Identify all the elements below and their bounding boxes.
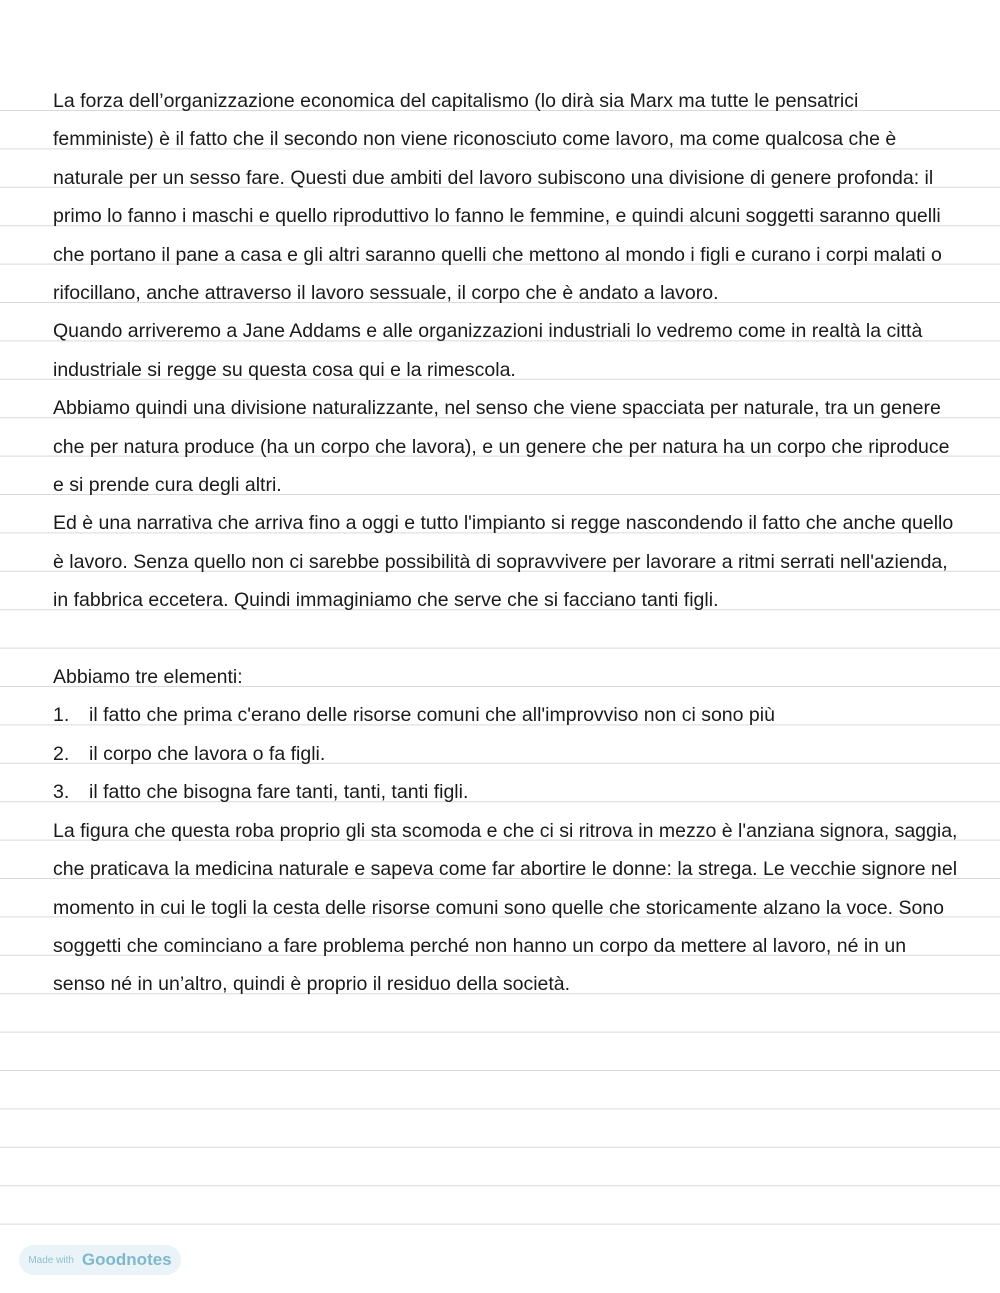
paragraph-1: La forza dell’organizzazione economica del capitalismo (lo dirà sia Marx ma tutte le pensatrici femministe) è il fatto che il secondo non viene riconosciuto come lavoro, ma come qualcosa che è naturale per un sesso fare. Questi due ambiti del lavoro subiscono una divisione di genere profonda: il primo lo fanno i maschi e quello riproduttivo lo fanno le femmine, e quindi alcuni soggetti saranno quelli che portano il pane a casa e gli altri saranno quelli che mettono al mondo i figli e curano i corpi malati o rifocillano, anche attraverso il lavoro sessuale, il corpo che è andato a lavoro. [53,90,942,305]
list-intro: Abbiamo tre elementi: [53,666,243,689]
list-item [53,735,958,773]
badge-made-with-label: Made with [28,1254,74,1266]
list-number: 1. [53,704,70,727]
list-number: 3. [53,781,70,804]
paragraph-2: Quando arriveremo a Jane Addams e alle organizzazioni industriali lo vedremo come in realtà la città industriale si regge su questa cosa qui e la rimescola. [53,320,923,381]
list-text: il fatto che prima c'erano delle risorse comuni che all'improvviso non ci sono più [89,704,775,727]
list-number: 2. [53,742,70,765]
note-body [53,82,958,1004]
goodnotes-logo: Goodnotes [81,1250,172,1269]
closing-paragraph: La figura che questa roba proprio gli sta scomoda e che ci si ritrova in mezzo è l'anziana signora, saggia, che praticava la medicina naturale e sapeva come far abortire le donne: la strega. Le vecchie signore nel momento in cui le togli la cesta delle risorse comuni sono quelle che storicamente alzano la voce. Sono soggetti che cominciano a fare problema perché non hanno un corpo da mettere al lavoro, né in un senso né in un’altro, quindi è proprio il residuo della società. [53,819,958,996]
list-item [53,773,958,811]
list-text: il corpo che lavora o fa figli. [89,742,326,765]
list-text: il fatto che bisogna fare tanti, tanti, tanti figli. [89,781,469,804]
paragraph-3: Abbiamo quindi una divisione naturalizzante, nel senso che viene spacciata per naturale, tra un genere che per natura produce (ha un corpo che lavora), e un genere che per natura ha un corpo che riproduce e si prende cura degli altri. [53,397,950,497]
paragraph-4: Ed è una narrativa che arriva fino a oggi e tutto l'impianto si regge nascondendo il fatto che anche quello è lavoro. Senza quello non ci sarebbe possibilità di sopravvivere per lavorare a ritmi serrati nell'azienda, in fabbrica eccetera. Quindi immaginiamo che serve che si facciano tanti figli. [53,512,954,612]
list-item [53,696,958,734]
goodnotes-badge[interactable] [19,1245,181,1275]
blank-line [53,620,958,658]
